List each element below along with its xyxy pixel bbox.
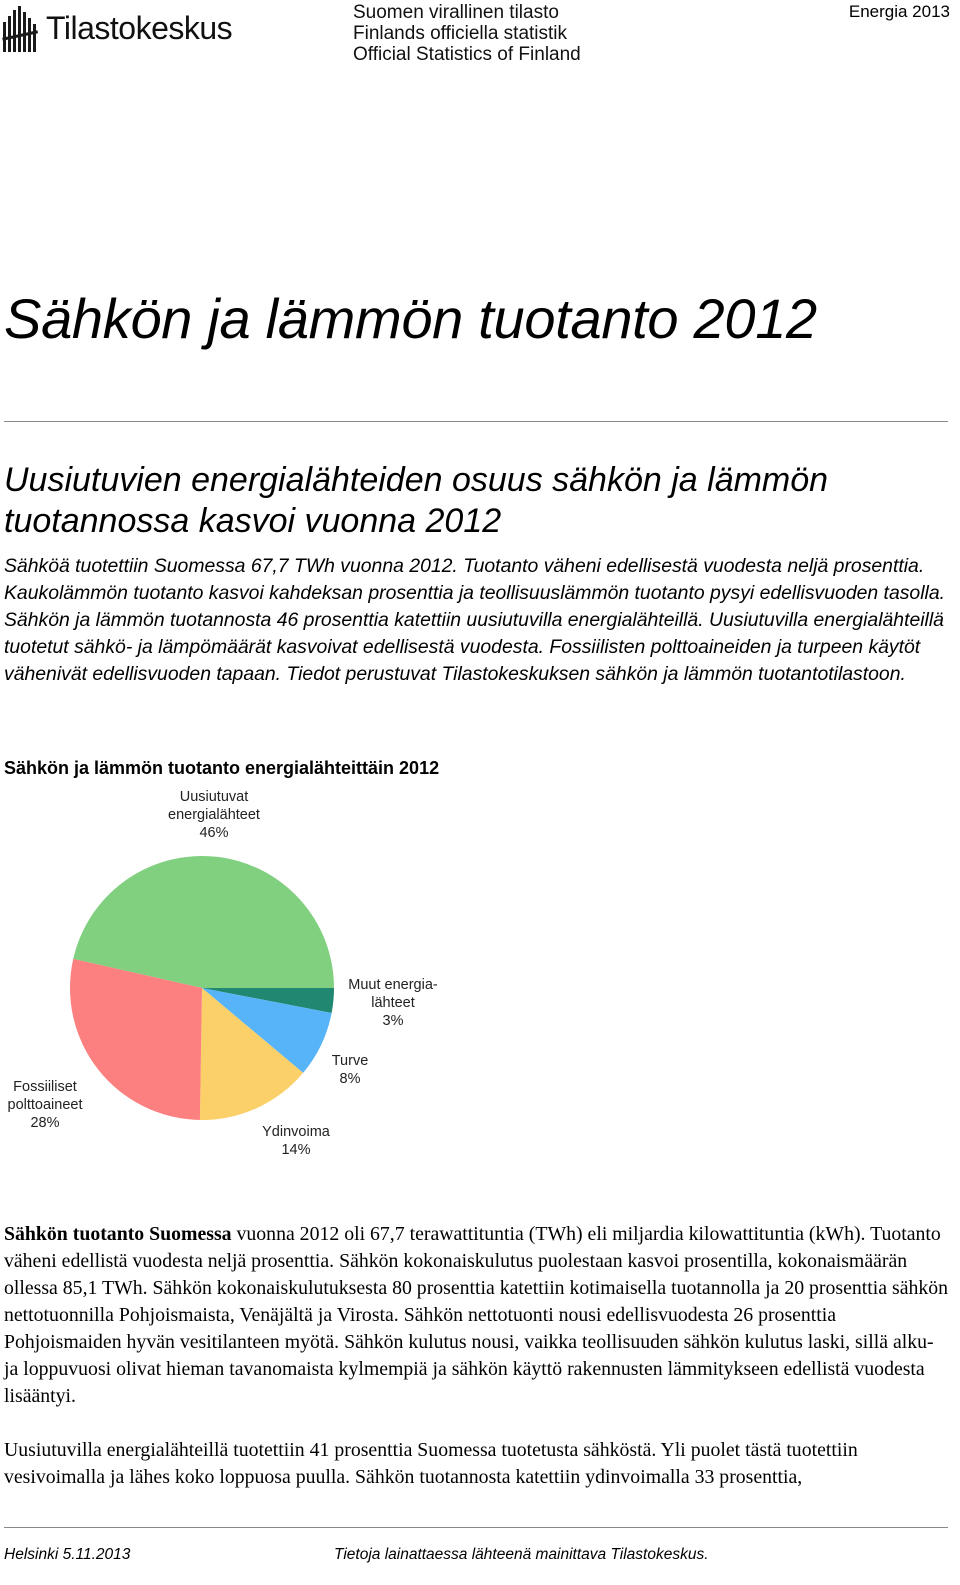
lead-paragraph: Sähköä tuotettiin Suomessa 67,7 TWh vuonna 2012. Tuotanto väheni edellisestä vuodesta neljä prosenttia. Kaukolämmön tuotanto kasvoi kahdeksan prosenttia ja teollisuuslämmön tuotanto pysyi edellisvuoden tasolla. Sähkön ja lämmön tuotannosta 46 prosenttia katettiin uusiutuvilla energialähteillä. Uusiutuvilla energialähteillä tuotetut sähkö- ja lämpömäärät kasvoivat edellisestä vuodesta. Fossiilisten polttoaineiden ja turpeen käytöt vähenivät edellisvuoden tapaan. Tiedot perustuvat Tilastokeskuksen sähkön ja lämmön tuotantotilastoon. bbox=[4, 555, 945, 685]
title-divider bbox=[4, 421, 948, 422]
publication-tag: Energia 2013 bbox=[848, 2, 950, 21]
pie-chart-svg bbox=[0, 783, 480, 1163]
tilastokeskus-logo bbox=[2, 4, 252, 56]
pie-chart bbox=[0, 783, 480, 1163]
pie-label-other-line-1: Muut energia- bbox=[348, 977, 438, 993]
tilastokeskus-logo-mark-icon bbox=[2, 4, 46, 56]
pie-label-nuclear-line-1: Ydinvoima bbox=[262, 1124, 330, 1140]
pie-label-peat-line-1: Turve bbox=[331, 1053, 369, 1069]
footer-source-note: Tietoja lainattaessa lähteenä mainittava Tilastokeskus. bbox=[334, 1546, 709, 1563]
pie-label-renewable-line-1: Uusiutuvat bbox=[179, 789, 249, 805]
pie-label-fossil-line-2: polttoaineet bbox=[7, 1097, 83, 1113]
pie-label-nuclear-line-2: 14% bbox=[281, 1142, 311, 1158]
pie-label-other-line-2: lähteet bbox=[371, 995, 415, 1011]
pie-label-fossil-line-3: 28% bbox=[30, 1115, 60, 1131]
official-line-en: Official Statistics of Finland bbox=[353, 44, 581, 65]
pie-label-other-line-3: 3% bbox=[382, 1013, 404, 1029]
chart-title: Sähkön ja lämmön tuotanto energialähteittäin 2012 bbox=[4, 758, 440, 778]
pie-label-fossil-line-1: Fossiiliset bbox=[13, 1079, 77, 1095]
footer-date: Helsinki 5.11.2013 bbox=[4, 1546, 131, 1563]
official-statistics-label bbox=[353, 2, 581, 65]
official-line-sv: Finlands officiella statistik bbox=[353, 23, 568, 44]
official-line-fi: Suomen virallinen tilasto bbox=[353, 2, 559, 23]
pie-label-renewable-line-3: 46% bbox=[199, 825, 229, 841]
body-paragraph-1-text: vuonna 2012 oli 67,7 terawattituntia (TWh) eli miljardia kilowattituntia (kWh). Tuotanto väheni edellistä vuodesta neljä prosenttia. Sähkön kokonaiskulutus puolestaan kasvoi prosentilla, kokonaismäärän ollessa 85,1 TWh. Sähkön kokonaiskulutuksesta 80 prosenttia katettiin kotimaisella tuotannolla ja 20 prosenttia sähkön nettotuonnilla Pohjoismaista, Venäjältä ja Virosta. Sähkön nettotuonti nousi edellisvuodesta 26 prosenttia Pohjoismaiden hyvän vesitilanteen myötä. Sähkön kulutus nousi, vaikka teollisuuden sähkön kulutus laski, sillä alku- ja loppuvuosi olivat hieman tavanomaista kylmempiä ja sähkön käyttö rakennusten lämmitykseen edellistä vuodesta lisääntyi. bbox=[4, 1223, 949, 1407]
body-paragraph-2: Uusiutuvilla energialähteillä tuotettiin 41 prosenttia Suomessa tuotetusta sähköstä. Yli puolet tästä tuotettiin vesivoimalla ja lähes koko loppuosa puulla. Sähkön tuotannosta katettiin ydinvoimalla 33 prosenttia, bbox=[4, 1439, 858, 1488]
section-subtitle: Uusiutuvien energialähteiden osuus sähkön ja lämmön tuotannossa kasvoi vuonna 2012 bbox=[4, 461, 829, 540]
body-paragraph-1 bbox=[4, 1221, 949, 1410]
pie-label-peat-line-2: 8% bbox=[339, 1071, 361, 1087]
body-paragraph-1-lead: Sähkön tuotanto Suomessa bbox=[4, 1223, 232, 1245]
logo-text: Tilastokeskus bbox=[46, 10, 233, 46]
page-title: Sähkön ja lämmön tuotanto 2012 bbox=[4, 287, 817, 350]
footer-divider bbox=[4, 1527, 948, 1528]
pie-label-renewable-line-2: energialähteet bbox=[168, 807, 260, 823]
